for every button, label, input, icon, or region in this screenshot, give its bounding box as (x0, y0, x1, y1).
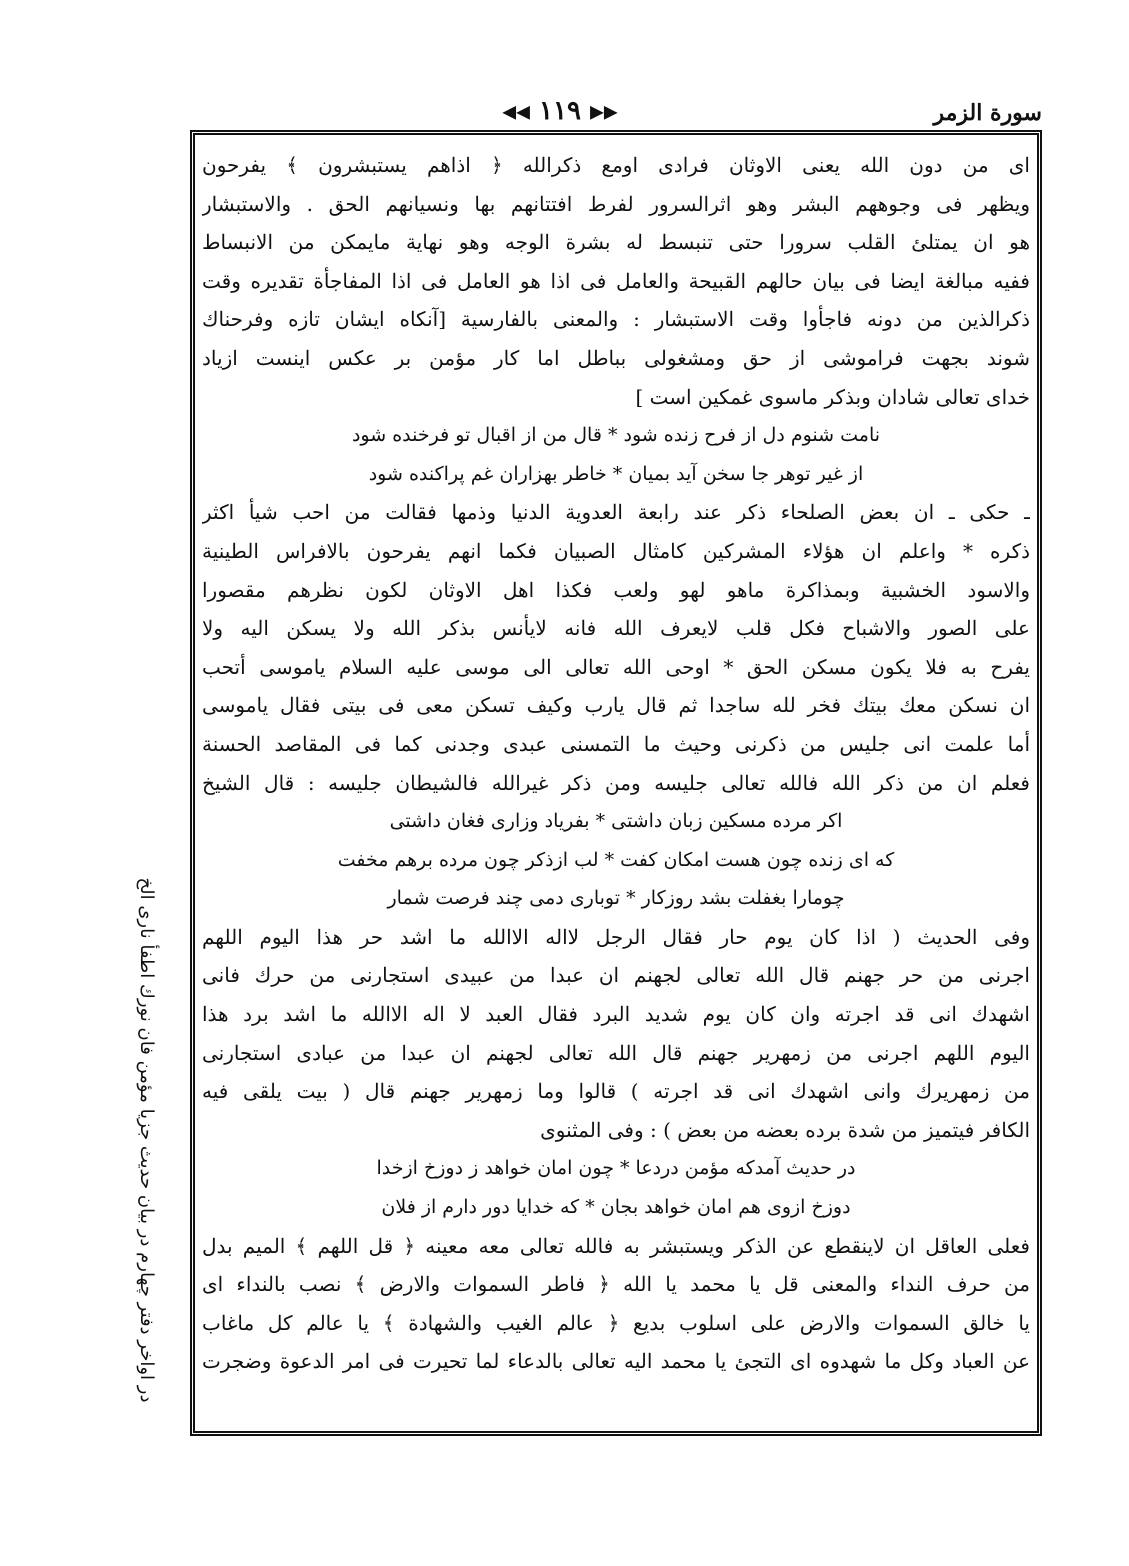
left-ornament: ◀◀ (502, 101, 530, 123)
text-line: ذكره * واعلم ان هؤلاء المشركين كامثال الصبيان فكما انهم يفرحون بالافراس الطينية (202, 538, 1030, 563)
page-number: ١١٩ (539, 96, 581, 126)
text-line: ـ حكى ـ ان بعض الصلحاء ذكر عند رابعة العدوية الدنيا وذمها فقالت من احب شيأ اكثر (202, 500, 1030, 525)
text-line: من حرف النداء والمعنى قل يا محمد يا الله ﴿ فاطر السموات والارض ﴾ نصب بالنداء اى (202, 1272, 1030, 1297)
verse-line: در حديث آمدكه مؤمن دردعا * چون امان خواهد ز دوزخ ازخدا (376, 1157, 856, 1180)
text-line: اى من دون الله يعنى الاوثان فرادى اومع ذكرالله ﴿ اذاهم يستبشرون ﴾ يفرحون (202, 153, 1030, 177)
text-line: ويظهر فى وجوههم البشر وهو اثرالسرور لفرط افتتانهم بها ونسيانهم الحق . والاستبشار (202, 191, 1030, 216)
verse-line: چومارا بغفلت بشد روزكار * توبارى دمى چند فرصت شمار (387, 887, 845, 910)
text-line: يفرح به فلا يكون مسكن الحق * اوحى الله تعالى الى موسى عليه السلام ياموسى أتحب (202, 654, 1030, 679)
main-text (202, 146, 1030, 1381)
page-number-block (500, 96, 620, 126)
text-line: والاسود الخشبية وبمذاكرة ماهو لهو ولعب فكذا اهل الاوثان لكون نظرهم مقصورا (202, 577, 1030, 602)
text-line: أما علمت انى جليس من ذكرنى وحيث ما التمسنى عبدى وجدنى كما فى المقاصد الحسنة (202, 731, 1030, 756)
text-line: وفى الحديث ( اذا كان يوم حار فقال الرجل لااله الاالله ما اشد حر هذا اليوم اللهم (202, 924, 1030, 949)
verse-line: نامت شنوم دل از فرح زنده شود * قال من از اقبال تو فرخنده شود (351, 424, 881, 447)
text-line: ان نسكن معك بيتك فخر لله ساجدا ثم قال يارب وكيف تسكن معى فى بيتى فقال ياموسى (202, 693, 1030, 718)
text-line: على الصور والاشباح فكل قلب لايعرف الله فانه لايأنس بذكر الله ولا يسكن اليه ولا (202, 616, 1030, 641)
text-line: شوند بجهت فراموشى از حق ومشغولى بباطل اما كار مؤمن بر عكس اينست ازياد (202, 345, 1030, 370)
verse-line: دوزخ ازوى هم امان خواهد بجان * كه خدايا دور دارم از فلان (381, 1196, 851, 1219)
text-line: اليوم اللهم اجرنى من زمهرير جهنم قال الله تعالى لجهنم ان عبدا من عبادى استجارنى (202, 1040, 1030, 1065)
verse-line: كه اى زنده چون هست امكان كفت * لب ازذكر چون مرده برهم مخفت (337, 848, 895, 871)
text-line: فعلم ان من ذكر الله فالله تعالى جليسه ومن ذكر غيرالله فالشيطان جليسه : قال الشيخ (202, 770, 1030, 795)
verse-line: از غير توهر جا سخن آيد بميان * خاطر بهزاران غم پراكنده شود (368, 462, 864, 485)
text-line: عن العباد وكل ما شهدوه اى التجئ يا محمد اليه تعالى بالدعاء لما تحيرت فى امر الدعوة وضجرت (202, 1349, 1030, 1374)
margin-note: در اواخر دفتر چهارم در بيان حديث جزيا مؤمن فان نورك اطفأ نارى الخ (136, 877, 157, 1403)
text-line: فعلى العاقل ان لاينقطع عن الذكر ويستبشر به فالله تعالى معه معينه ﴿ قل اللهم ﴾ الميم بدل (202, 1233, 1030, 1258)
text-line: هو ان يمتلئ القلب سرورا حتى تنبسط له بشرة الوجه وهو نهاية مايمكن من الانبساط (202, 230, 1030, 255)
text-line: الكافر فيتميز من شدة برده بعضه من بعض ) : وفى المثنوى (540, 1117, 1030, 1142)
text-line: يا خالق السموات والارض على اسلوب بديع ﴿ عالم الغيب والشهادة ﴾ يا عالم كل ماغاب (202, 1310, 1030, 1335)
verse-line: اكر مرده مسكين زبان داشتى * بفرياد وزارى فغان داشتى (389, 810, 843, 833)
text-line: اجرنى من حر جهنم قال الله تعالى لجهنم ان عبدا من عبيدى استجارنى من حرك فانى (202, 963, 1030, 988)
text-line: ففيه مبالغة ايضا فى بيان حالهم القبيحة والعامل فى اذا هو العامل فى اذا المفاجأة تقديره وقت (202, 268, 1030, 293)
text-line: خداى تعالى شادان وبذكر ماسوى غمكين است ] (635, 384, 1030, 409)
right-ornament: ▶▶ (590, 101, 618, 123)
text-line: من زمهريرك وانى اشهدك انى قد اجرته ) قالوا وما زمهرير جهنم قال ( بيت يلقى فيه (202, 1079, 1030, 1104)
text-line: ذكرالذين من دونه فاجأوا وقت الاستبشار : والمعنى بالفارسية [آنكاه ايشان تازه وفرحناك (202, 307, 1030, 332)
text-line: اشهدك انى قد اجرته وان كان يوم شديد البرد فقال العبد لا اله الاالله ما اشد برد هذا (202, 1002, 1030, 1027)
sura-title: سورة الزمر (933, 100, 1042, 126)
